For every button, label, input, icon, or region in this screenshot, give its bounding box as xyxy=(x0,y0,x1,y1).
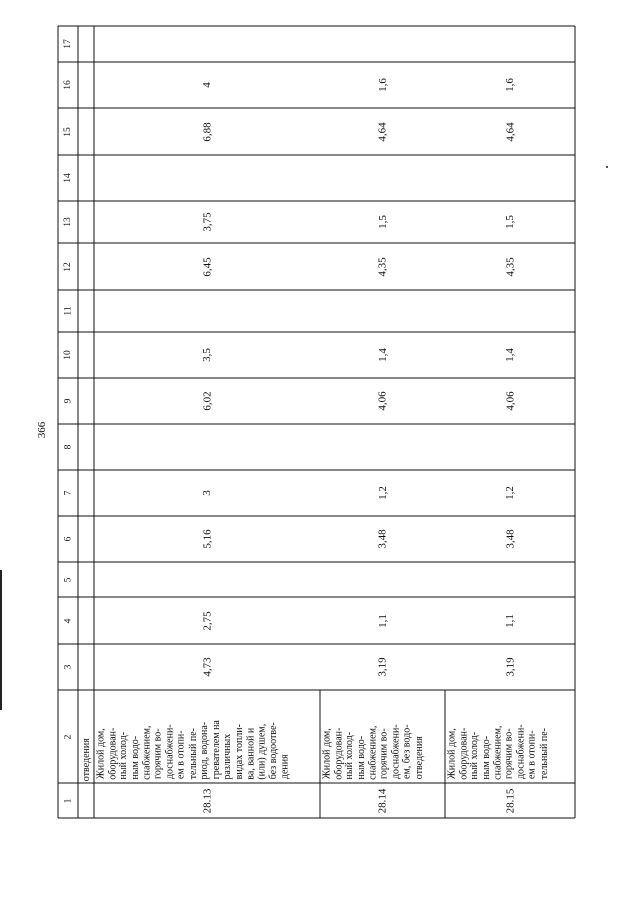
row-description-line: снабжением, xyxy=(141,725,153,780)
row-description-line: ный холод- xyxy=(344,731,356,779)
value-col-16: 1,6 xyxy=(503,78,516,92)
value-col-4: 1,1 xyxy=(503,613,516,628)
row-description-line: доснабжени- xyxy=(515,724,527,780)
row-description-line: ный холод- xyxy=(118,731,130,779)
row-description-line: ным водо- xyxy=(480,735,492,780)
row-description-line: Жилой дом, xyxy=(321,728,333,780)
value-col-15: 6,88 xyxy=(201,121,214,142)
value-col-6: 3,48 xyxy=(504,529,517,549)
value-col-7: 1,2 xyxy=(503,486,516,500)
row-description-line: дения xyxy=(279,754,291,780)
row-description-line: оборудован- xyxy=(106,727,118,780)
value-col-13: 1,5 xyxy=(376,215,389,229)
column-header-10: 10 xyxy=(62,350,73,360)
value-col-7: 1,2 xyxy=(376,486,389,500)
column-header-14: 14 xyxy=(62,173,73,183)
row-description-line: ем, без водо- xyxy=(401,724,413,779)
column-header-2: 2 xyxy=(62,734,73,739)
row-code: 28.15 xyxy=(503,788,516,813)
value-col-9: 6,02 xyxy=(201,391,214,411)
row-code: 28.14 xyxy=(376,788,389,813)
value-col-16: 4 xyxy=(200,82,213,88)
row-description-line: тельный пе- xyxy=(187,728,199,780)
value-col-10: 1,4 xyxy=(376,348,389,362)
row-description-line: горячим во- xyxy=(378,728,390,780)
column-header-9: 9 xyxy=(62,398,73,404)
row-description-line: оборудован- xyxy=(457,727,469,780)
row-description-line: тельный пе- xyxy=(538,728,550,780)
row-description-line: различных xyxy=(221,733,233,780)
row-description-line: горячим во- xyxy=(152,728,164,780)
value-col-12: 4,35 xyxy=(504,256,517,277)
column-header-12: 12 xyxy=(62,261,73,272)
value-col-4: 2,75 xyxy=(201,610,214,631)
value-col-6: 3,48 xyxy=(376,529,389,549)
row-description-line: ным водо- xyxy=(129,735,141,780)
column-header-16: 16 xyxy=(62,80,73,90)
value-col-15: 4,64 xyxy=(504,121,517,142)
row-description-line: ным водо- xyxy=(355,735,367,780)
value-col-9: 4,06 xyxy=(376,391,389,411)
value-col-16: 1,6 xyxy=(376,78,389,92)
column-header-13: 13 xyxy=(62,217,73,227)
column-header-11: 11 xyxy=(63,306,74,316)
row-description-line: риод, водона- xyxy=(198,721,210,780)
value-col-7: 3 xyxy=(200,490,213,496)
row-description-line: доснабжени- xyxy=(164,724,176,780)
column-header-7: 7 xyxy=(62,490,73,496)
row-description-line: ный холод- xyxy=(469,731,481,779)
column-header-8: 8 xyxy=(62,444,73,450)
value-col-9: 4,06 xyxy=(504,391,517,411)
row-description-line: доснабжени- xyxy=(390,724,402,780)
column-header-5: 5 xyxy=(62,577,73,582)
row-code: 28.13 xyxy=(200,788,213,813)
row-description-line: гревателем на xyxy=(210,720,222,780)
row-description-line: снабжением, xyxy=(367,725,379,780)
column-header-1: 1 xyxy=(62,798,73,803)
row-description-line: ва, ванной и xyxy=(244,727,256,780)
value-col-13: 1,5 xyxy=(503,215,516,229)
value-col-3: 3,19 xyxy=(504,657,517,677)
value-col-3: 4,73 xyxy=(201,657,214,677)
value-col-3: 3,19 xyxy=(376,657,389,677)
value-col-6: 5,16 xyxy=(201,529,214,549)
row-description-line: снабжением, xyxy=(492,725,504,780)
row-description-line: оборудован- xyxy=(332,727,344,780)
row-description-line: без водоотве- xyxy=(267,722,279,780)
value-col-4: 1,1 xyxy=(376,613,389,628)
row-description-line: ем в отопи- xyxy=(526,730,538,780)
value-col-12: 6,45 xyxy=(201,256,214,277)
column-header-17: 17 xyxy=(62,39,73,49)
row-description-line: (или) душем, xyxy=(256,723,268,780)
row-description-line: видах топли- xyxy=(233,724,245,780)
value-col-10: 3,5 xyxy=(200,348,213,362)
scan-mark xyxy=(606,166,608,168)
page-number: 366 xyxy=(36,421,48,439)
row-description-line: Жилой дом, xyxy=(446,728,458,780)
column-header-6: 6 xyxy=(62,536,73,542)
row-description-line: ем в отопи- xyxy=(175,730,187,780)
row-description-line: отведения xyxy=(413,736,425,780)
scan-mark xyxy=(0,570,2,710)
value-col-12: 4,35 xyxy=(376,256,389,277)
continued-description: отведения xyxy=(80,738,92,782)
column-header-15: 15 xyxy=(62,126,73,137)
value-col-10: 1,4 xyxy=(503,348,516,362)
column-header-3: 3 xyxy=(62,664,73,670)
value-col-15: 4,64 xyxy=(376,121,389,142)
row-description-line: Жилой дом, xyxy=(95,728,107,780)
row-description-line: горячим во- xyxy=(503,728,515,780)
value-col-13: 3,75 xyxy=(201,212,214,232)
column-header-4: 4 xyxy=(62,618,73,623)
